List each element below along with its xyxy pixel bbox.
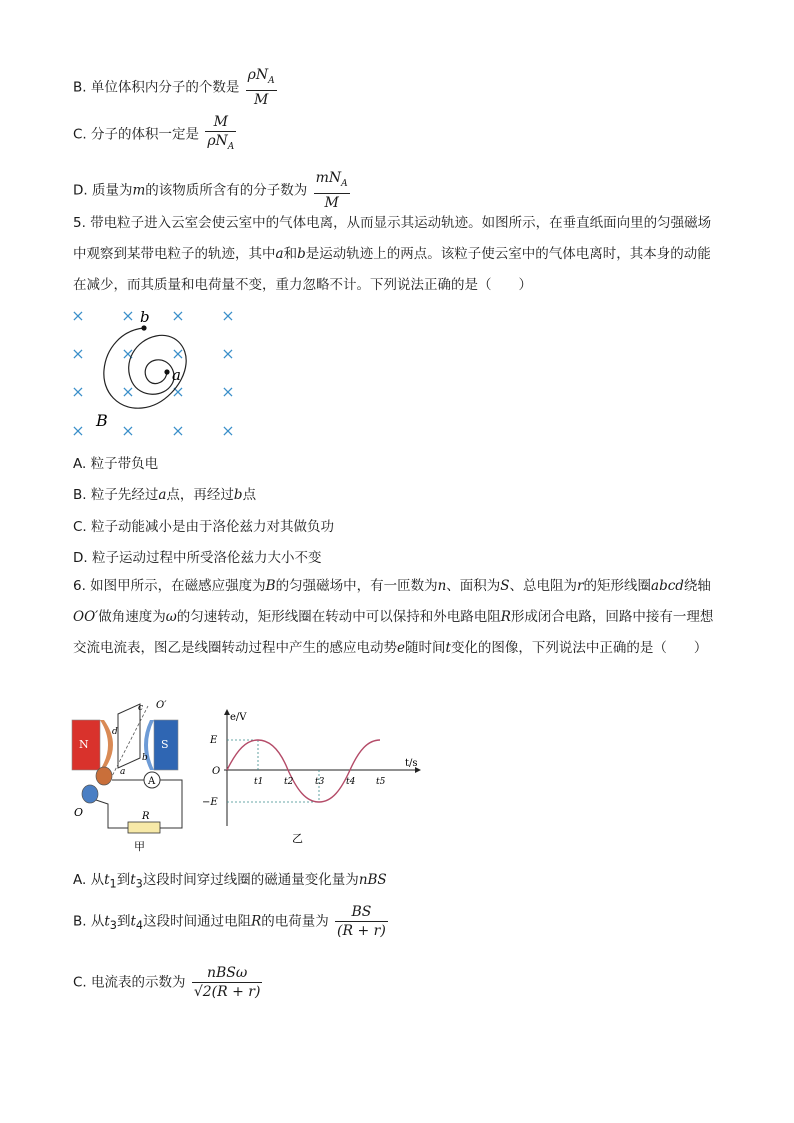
point-a (164, 369, 169, 374)
q4-option-d: D. 质量为m的该物质所含有的分子数为 $\frac{mN_A}{M}$ (73, 170, 348, 211)
svg-text:A: A (148, 776, 156, 787)
tick-t4: t4 (346, 777, 356, 787)
q5-option-c: C. 粒子动能减小是由于洛伦兹力对其做负功 (73, 519, 335, 535)
q6-option-c: C. 电流表的示数为 $\frac{\text{nBSω}}{√2(R + r)}$ (73, 965, 261, 1000)
q5-option-b: B. 粒子先经过a点，再经过b点 (73, 487, 257, 503)
q6-stem (73, 571, 723, 664)
cross-mark: × (71, 306, 85, 325)
label-b: b (140, 308, 150, 326)
q6-stem-text: 随时间 (405, 640, 446, 656)
svg-text:a: a (120, 767, 126, 777)
point-b (141, 325, 146, 330)
svg-text:O: O (212, 766, 221, 777)
q6-emf-graph (200, 704, 425, 854)
q6-stem-variable: abcd (651, 578, 684, 594)
q6-stem-variable: ω (165, 609, 177, 625)
magnet-s-label: S (161, 738, 169, 751)
tick-t2: t2 (284, 777, 294, 787)
q6-stem-text: 绕轴 (683, 578, 711, 594)
q6-stem-variable: e (397, 640, 405, 656)
q6-option-a: A. 从$t_1$到$t_3$这段时间穿过线圈的磁通量变化量为nBS (73, 872, 387, 891)
fig1-caption: 甲 (134, 840, 145, 853)
q6-stem-text: 做角速度为 (98, 609, 166, 625)
q5-option-d: D. 粒子运动过程中所受洛伦兹力大小不变 (73, 550, 322, 566)
q6-stem-text: 、总电阻为 (509, 578, 578, 594)
cross-mark: × (221, 421, 235, 440)
label-B: B (96, 411, 108, 430)
q6-stem-variable: n (437, 578, 447, 594)
cross-mark: × (221, 344, 235, 363)
cross-mark: × (171, 382, 185, 401)
svg-text:E: E (210, 735, 218, 746)
q4-option-d-fraction: $\frac{mN_A}{M}$ (315, 170, 348, 211)
q6-stem-variable: r (577, 578, 584, 594)
q5-stem: 5. 带电粒子进入云室会使云室中的气体电离，从而显示其运动轨迹。如图所示，在垂直纸面向里的匀强磁场中观察到某带电粒子的轨迹，其中a和b是运动轨迹上的两点。该粒子使云室中的气体电离时，其本身的动能在减少，而其质量和电荷量不变，重力忽略不计。下列说法正确的是（ ） (73, 215, 712, 293)
q6-stem-variable: OO′ (73, 609, 99, 625)
q6-option-b-fraction: $\frac{BS}{(R + r)}$ (337, 904, 386, 939)
svg-text:R: R (142, 811, 150, 822)
q6-stem-variable: S (500, 578, 510, 594)
emf-sine-curve (227, 740, 380, 802)
tick-t1: t1 (254, 777, 264, 787)
cross-mark: × (171, 344, 185, 363)
cross-mark: × (121, 382, 135, 401)
q4-option-c-fraction: $\frac{M}{\rho N_A}$ (207, 114, 235, 152)
q6-generator-figure (68, 700, 203, 855)
q6-stem-text: 变化的图像，下列说法中正确的是（ ） (450, 640, 708, 656)
tick-t5: t5 (376, 777, 386, 787)
svg-text:e/V: e/V (230, 712, 247, 723)
q6-stem-text: 的匀强磁场中，有一匝数为 (275, 578, 438, 594)
q6-option-b: B. 从$t_3$到$t_4$这段时间通过电阻R的电荷量为 $\frac{BS}{(R + r)}$ (73, 904, 386, 939)
q4-option-c (73, 113, 236, 156)
cross-mark: × (121, 306, 135, 325)
cross-mark: × (71, 382, 85, 401)
q4-option-b-fraction: $\frac{\rho N_A}{M}$ (247, 67, 275, 108)
svg-text:O: O (74, 806, 84, 819)
cross-mark: × (121, 344, 135, 363)
q4-option-c-text: C. 分子的体积一定是 (73, 126, 200, 143)
cross-mark: × (71, 344, 85, 363)
q5-magnetic-field-figure (62, 300, 252, 445)
tick-t3: t3 (315, 777, 325, 787)
q6-stem-text: 的匀速转动，矩形线圈在转动中可以保持和外电路电阻 (176, 609, 501, 625)
q6-stem-text: 6. 如图甲所示，在磁感应强度为 (73, 578, 266, 594)
q6-stem-text: 、面积为 (446, 578, 501, 594)
q6-stem-text: 的矩形线圈 (583, 578, 652, 594)
svg-text:O′: O′ (156, 700, 167, 711)
cross-mark: × (171, 306, 185, 325)
cross-mark: × (71, 421, 85, 440)
svg-text:c: c (138, 703, 144, 713)
q6-stem-variable: t (445, 640, 451, 656)
svg-text:t/s: t/s (405, 758, 418, 769)
cross-mark: × (221, 382, 235, 401)
q6-stem-variable: R (500, 609, 511, 625)
svg-text:d: d (112, 727, 118, 737)
q6-stem-text: 形成闭合电路，回路中接有一理想交流电流表，图乙是线圈转动过程中产生的感应电动势 (73, 609, 714, 656)
fig2-caption: 乙 (292, 832, 303, 845)
q4-option-b (73, 66, 277, 109)
svg-text:−E: −E (202, 797, 218, 808)
label-a: a (172, 366, 181, 384)
cross-mark: × (171, 421, 185, 440)
q5-option-a: A. 粒子带负电 (73, 456, 159, 472)
cross-mark: × (121, 421, 135, 440)
magnet-n-label: N (79, 738, 89, 751)
q4-option-b-text: B. 单位体积内分子的个数是 (73, 79, 240, 96)
q6-stem-variable: B (265, 578, 276, 594)
q6-option-c-fraction: $\frac{\text{nBSω}}{√2(R + r)}$ (193, 965, 261, 1000)
svg-text:b: b (142, 753, 148, 763)
cross-mark: × (221, 306, 235, 325)
